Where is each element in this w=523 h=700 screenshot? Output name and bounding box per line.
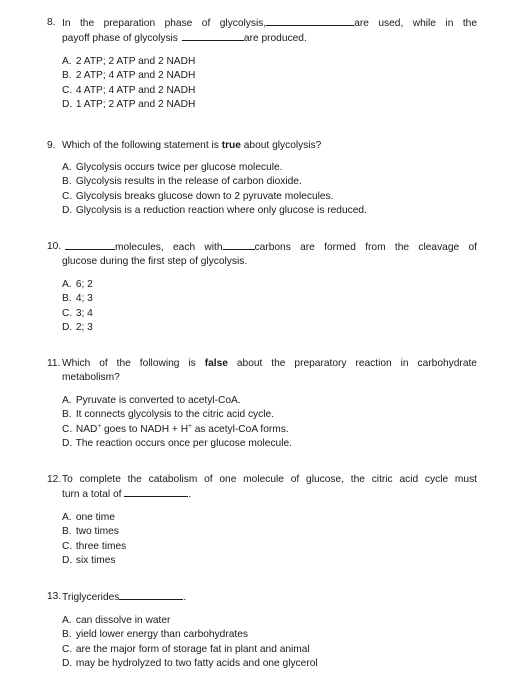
question-10 bbox=[47, 240, 477, 335]
question-number: 9. bbox=[47, 140, 56, 151]
stem-text: payoff phase of glycolysis bbox=[62, 33, 178, 44]
options-list bbox=[62, 614, 477, 671]
question-13 bbox=[47, 590, 477, 671]
option-a[interactable]: A. Glycolysis occurs twice per glucose molecule. bbox=[62, 162, 283, 173]
option-c[interactable]: C. 4 ATP; 4 ATP and 2 NADH bbox=[62, 84, 196, 96]
question-number: 11. bbox=[47, 358, 61, 369]
option-d[interactable]: D. The reaction occurs once per glucose molecule. bbox=[62, 437, 292, 449]
options-list bbox=[62, 278, 477, 335]
option-a[interactable]: A. one time bbox=[62, 512, 115, 523]
option-a[interactable]: A. 2 ATP; 2 ATP and 2 NADH bbox=[62, 56, 196, 67]
answer-blank bbox=[65, 240, 115, 250]
emphasis-false: false bbox=[204, 358, 228, 369]
stem-text: In the preparation phase of glycolysis, bbox=[62, 18, 267, 29]
question-12 bbox=[47, 473, 477, 568]
option-c[interactable]: C. Glycolysis breaks glucose down to 2 pyruvate molecules. bbox=[62, 190, 334, 202]
option-c[interactable]: C. are the major form of storage fat in plant and animal bbox=[62, 643, 310, 655]
emphasis-true: true bbox=[221, 140, 241, 151]
options-list bbox=[62, 161, 477, 218]
option-b[interactable]: B. two times bbox=[62, 526, 119, 538]
question-stem: molecules, each with carbons are formed from the cleavage of glucose during the first step of glycolysis. bbox=[62, 242, 477, 267]
question-stem: Triglycerides . bbox=[62, 592, 187, 603]
answer-blank bbox=[266, 16, 354, 26]
option-a[interactable]: A. Pyruvate is converted to acetyl-CoA. bbox=[62, 395, 241, 406]
option-c[interactable]: C. three times bbox=[62, 540, 127, 552]
question-stem: To complete the catabolism of one molecule of glucose, the citric acid cycle must turn a total of . bbox=[62, 474, 477, 500]
question-11 bbox=[47, 357, 477, 451]
question-stem: Which of the following statement is true about glycolysis? bbox=[62, 140, 322, 151]
option-b[interactable]: B. Glycolysis results in the release of carbon dioxide. bbox=[62, 176, 302, 188]
option-a[interactable]: A. 6; 2 bbox=[62, 279, 93, 290]
question-number: 13. bbox=[47, 591, 62, 602]
answer-blank bbox=[119, 590, 183, 600]
question-number: 10. bbox=[47, 241, 62, 252]
option-b[interactable]: B. 4; 3 bbox=[62, 293, 93, 305]
option-c[interactable]: C. 3; 4 bbox=[62, 307, 93, 319]
option-d[interactable]: D. six times bbox=[62, 554, 116, 566]
options-list bbox=[62, 55, 477, 112]
option-d[interactable]: D. 1 ATP; 2 ATP and 2 NADH bbox=[62, 98, 196, 110]
question-9 bbox=[47, 139, 477, 218]
question-stem bbox=[62, 16, 477, 46]
option-a[interactable]: A. can dissolve in water bbox=[62, 615, 171, 626]
answer-blank bbox=[182, 31, 244, 41]
options-list bbox=[62, 394, 477, 451]
option-b[interactable]: B. yield lower energy than carbohydrates bbox=[62, 629, 248, 641]
answer-blank bbox=[223, 240, 255, 250]
stem-text: are produced. bbox=[243, 33, 307, 44]
option-b[interactable]: B. 2 ATP; 4 ATP and 2 NADH bbox=[62, 70, 196, 82]
question-stem: Which of the following is false about the preparatory reaction in carbohydrate metabolism? bbox=[62, 358, 477, 383]
option-b[interactable]: B. It connects glycolysis to the citric acid cycle. bbox=[62, 409, 275, 421]
option-c[interactable]: C. NAD+ goes to NADH + H+ as acetyl-CoA forms. bbox=[62, 422, 289, 435]
stem-text: are used, while in the bbox=[354, 18, 477, 29]
option-d[interactable]: D. 2; 3 bbox=[62, 321, 93, 333]
question-number: 12. bbox=[47, 474, 62, 485]
options-list bbox=[62, 511, 477, 568]
option-d[interactable]: D. Glycolysis is a reduction reaction where only glucose is reduced. bbox=[62, 204, 367, 216]
answer-blank bbox=[124, 487, 188, 497]
question-8 bbox=[47, 16, 477, 112]
question-number: 8. bbox=[47, 17, 56, 28]
option-d[interactable]: D. may be hydrolyzed to two fatty acids and one glycerol bbox=[62, 657, 318, 669]
